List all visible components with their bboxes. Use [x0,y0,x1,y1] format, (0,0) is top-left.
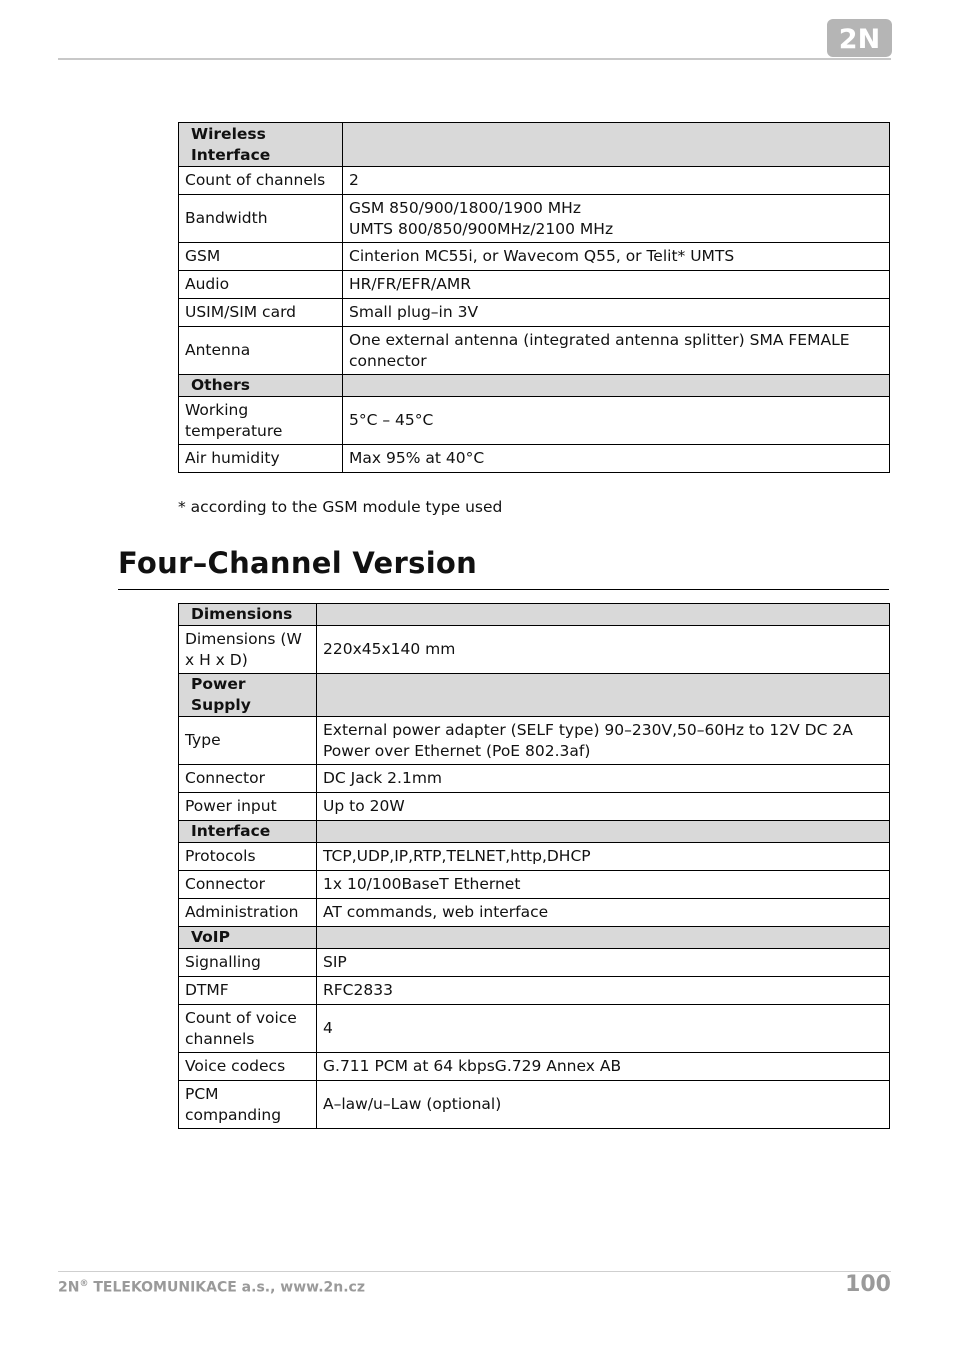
footer-company [58,1279,365,1296]
row-value [317,604,890,626]
row-value: External power adapter (SELF type) 90–230V,50–60Hz to 12V DC 2A Power over Ethernet (PoE 802.3af) [317,717,890,765]
row-value: G.711 PCM at 64 kbpsG.729 Annex AB [317,1053,890,1081]
row-value: Up to 20W [317,793,890,821]
section-label: Interface [179,821,317,843]
row-label: DTMF [179,977,317,1005]
section-label: Others [179,375,343,397]
row-value: Max 95% at 40°C [343,445,890,473]
section-label: VoIP [179,927,317,949]
row-value: 5°C – 45°C [343,397,890,445]
table-row [179,271,890,299]
section-row [179,821,890,843]
row-label: Voice codecs [179,1053,317,1081]
row-value: 220x45x140 mm [317,626,890,674]
row-label: USIM/SIM card [179,299,343,327]
row-value: A–law/u–Law (optional) [317,1081,890,1129]
row-value: SIP [317,949,890,977]
2n-logo [827,19,892,57]
row-value: One external antenna (integrated antenna splitter) SMA FEMALE connector [343,327,890,375]
row-label: Count of channels [179,167,343,195]
wireless-spec-table [178,122,890,473]
registered-mark: ® [79,1279,89,1289]
footer-brand: 2N [58,1279,80,1296]
row-label: Count of voice channels [179,1005,317,1053]
table-row [179,871,890,899]
table-row [179,899,890,927]
table-row [179,843,890,871]
row-label: Dimensions (W x H x D) [179,626,317,674]
page-number: 100 [845,1272,891,1297]
table-row [179,949,890,977]
section-row [179,123,890,167]
row-label: Protocols [179,843,317,871]
table-row [179,765,890,793]
table-row [179,167,890,195]
footer-divider [58,1271,891,1272]
table-row [179,626,890,674]
row-value: Cinterion MC55i, or Wavecom Q55, or Telit* UMTS [343,243,890,271]
row-value: 1x 10/100BaseT Ethernet [317,871,890,899]
row-label: Power input [179,793,317,821]
row-value: AT commands, web interface [317,899,890,927]
table-row [179,327,890,375]
row-value: TCP,UDP,IP,RTP,TELNET,http,DHCP [317,843,890,871]
row-value [317,674,890,717]
row-label: Connector [179,765,317,793]
footnote: * according to the GSM module type used [178,498,503,516]
four-channel-spec-table [178,603,890,1129]
table-row [179,195,890,243]
row-value: DC Jack 2.1mm [317,765,890,793]
table-row [179,977,890,1005]
section-row [179,927,890,949]
row-value [343,123,890,167]
section-row [179,375,890,397]
section-row [179,674,890,717]
table-row [179,243,890,271]
section-row [179,604,890,626]
table-row [179,299,890,327]
row-label: Type [179,717,317,765]
row-label: Working temperature [179,397,343,445]
row-value: HR/FR/EFR/AMR [343,271,890,299]
table-row [179,1053,890,1081]
row-label: Antenna [179,327,343,375]
row-value: RFC2833 [317,977,890,1005]
row-value [343,375,890,397]
table-row [179,445,890,473]
row-label: Air humidity [179,445,343,473]
row-label: Audio [179,271,343,299]
section-label: Dimensions [179,604,317,626]
header-divider [58,58,891,60]
row-label: Connector [179,871,317,899]
section-heading: Four–Channel Version [118,546,478,580]
row-value [317,821,890,843]
section-label: Wireless Interface [179,123,343,167]
footer-company-text: TELEKOMUNIKACE a.s., www.2n.cz [88,1279,365,1296]
table-row [179,717,890,765]
table-row [179,1005,890,1053]
row-value: Small plug–in 3V [343,299,890,327]
heading-underline [118,589,889,590]
row-value: GSM 850/900/1800/1900 MHz UMTS 800/850/900MHz/2100 MHz [343,195,890,243]
section-label: Power Supply [179,674,317,717]
row-value: 4 [317,1005,890,1053]
table-row [179,793,890,821]
row-label: PCM companding [179,1081,317,1129]
row-label: Administration [179,899,317,927]
row-label: Signalling [179,949,317,977]
row-value [317,927,890,949]
row-label: Bandwidth [179,195,343,243]
table-row [179,397,890,445]
table-row [179,1081,890,1129]
row-value: 2 [343,167,890,195]
row-label: GSM [179,243,343,271]
logo-text: 2N [838,24,881,55]
